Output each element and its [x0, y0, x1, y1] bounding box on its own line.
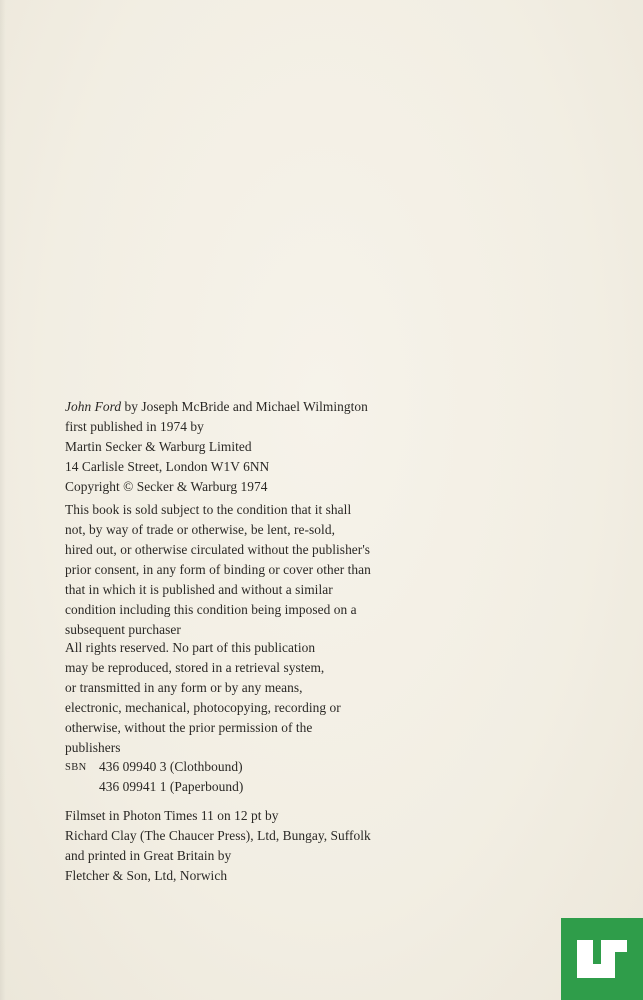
isbn-row-clothbound — [65, 757, 243, 777]
printing-line: Fletcher & Son, Ltd, Norwich — [65, 868, 228, 883]
conditions-line: condition including this condition being imposed on a — [65, 602, 357, 617]
imprint-block — [65, 397, 368, 497]
sale-conditions-block — [65, 500, 371, 640]
rights-line: electronic, mechanical, photocopying, recording or — [65, 700, 341, 715]
rights-line: may be reproduced, stored in a retrieval system, — [65, 660, 325, 675]
isbn-row-paperbound — [65, 777, 243, 797]
sbn-label: SBN — [65, 762, 87, 773]
printing-line: Richard Clay (The Chaucer Press), Ltd, Bungay, Suffolk — [65, 828, 371, 843]
rights-reserved-block — [65, 638, 341, 758]
printing-line: and printed in Great Britain by — [65, 848, 232, 863]
rights-line: otherwise, without the prior permission of the — [65, 720, 313, 735]
watermark-badge — [561, 918, 643, 1000]
printing-credits-block — [65, 806, 371, 886]
conditions-line: prior consent, in any form of binding or cover other than — [65, 562, 371, 577]
lastdodo-logo-icon — [575, 932, 629, 986]
page-edge-shadow — [0, 0, 6, 1000]
isbn-clothbound: 436 09940 3 (Clothbound) — [99, 759, 243, 774]
isbn-paperbound: 436 09941 1 (Paperbound) — [99, 779, 244, 794]
address-line: 14 Carlisle Street, London W1V 6NN — [65, 459, 270, 474]
byline: by Joseph McBride and Michael Wilmington — [121, 399, 368, 414]
copyright-line: Copyright © Secker & Warburg 1974 — [65, 479, 268, 494]
imprint-line: first published in 1974 by — [65, 419, 204, 434]
publisher-line: Martin Secker & Warburg Limited — [65, 439, 252, 454]
rights-line: All rights reserved. No part of this publication — [65, 640, 316, 655]
rights-line: or transmitted in any form or by any means, — [65, 680, 303, 695]
printing-line: Filmset in Photon Times 11 on 12 pt by — [65, 808, 279, 823]
conditions-line: subsequent purchaser — [65, 622, 181, 637]
isbn-block — [65, 757, 243, 797]
rights-line: publishers — [65, 740, 121, 755]
book-title: John Ford — [65, 399, 122, 414]
conditions-line: not, by way of trade or otherwise, be lent, re-sold, — [65, 522, 335, 537]
title-line — [65, 397, 368, 417]
conditions-line: hired out, or otherwise circulated without the publisher's — [65, 542, 371, 557]
conditions-line: This book is sold subject to the condition that it shall — [65, 502, 352, 517]
conditions-line: that in which it is published and without a similar — [65, 582, 333, 597]
